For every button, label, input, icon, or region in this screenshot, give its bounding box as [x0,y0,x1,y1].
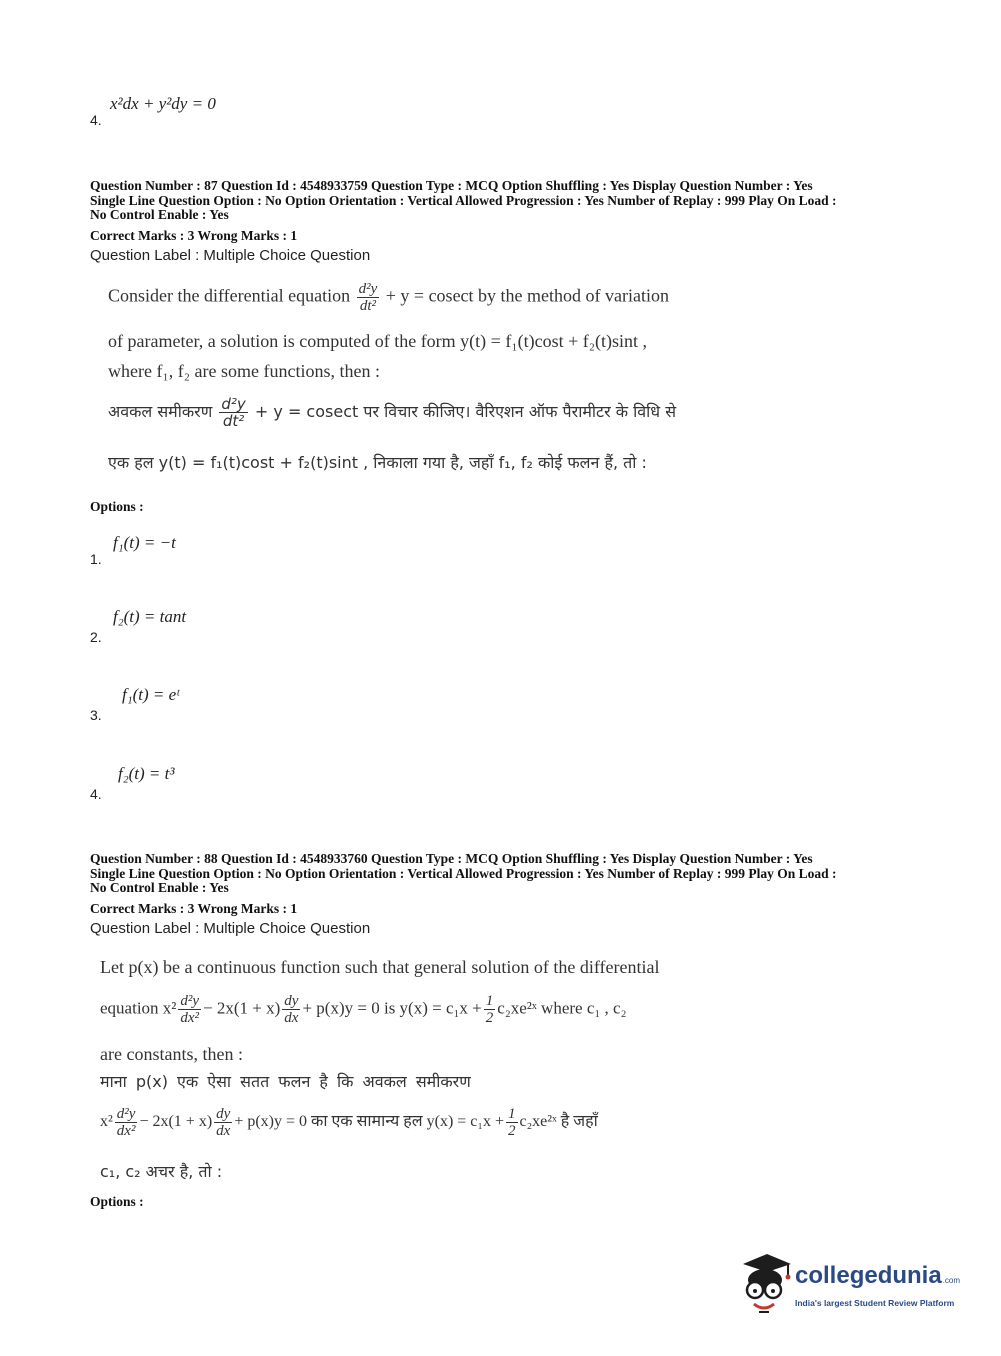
q87-fraction-hindi: $\frac{\text{d²y}}{\text{dt²}}$ [221,395,246,430]
q88-question-label: Question Label : Multiple Choice Question [90,920,371,937]
q88-question-hi-line3: c₁, c₂ अचर है, तो : [100,1162,223,1181]
q88-metadata: Question Number : 88 Question Id : 4548933760 Question Type : MCQ Option Shuffling : Yes Display Question Number : Yes Single Line Question Option : No Option Orientation : Vertical Allowed Progression : Yes Number of Replay : 999 Play On Load : No Control Enable : Yes [90,851,837,895]
q88-question-hi-line1: माना p(x) एक ऐसा सतत फलन है कि अवकल समीकरण [100,1072,471,1091]
q88-question-en-line3: are constants, then : [100,1044,243,1064]
q87-question-hi-line1: अवकल समीकरण $\frac{\text{d²y}}{\text{dt²}}$ + y = cosect पर विचार कीजिए। वैरिएशन ऑफ पैरामीटर के विधि से [108,395,677,430]
q87-option-4-expr: f₂(t) = t³ [118,764,175,783]
q88-question-en-line2: equation x² $\frac{\text{d²y}}{\text{dx²}}$ − 2x(1 + x) $\frac{dy}{dx}$ + p(x)y = 0 is y(x) = c₁x + $\frac{1}{2}$ c₂xe²ˣ where c₁ , c₂ [100,993,627,1026]
q87-question-en-line1: Consider the differential equation $\frac{\text{d²y}}{\text{dt²}}$ + y = cosect by the method of variation [108,281,669,314]
q88-fraction-dy-dx-hindi: $\frac{dy}{dx}$ [216,1106,231,1139]
q87-marks: Correct Marks : 3 Wrong Marks : 1 [90,228,298,243]
q87-option-2-number: 2. [90,629,102,645]
q87-question-hi-line2: एक हल y(t) = f₁(t)cost + f₂(t)sint , निकाला गया है, जहाँ f₁, f₂ कोई फलन हैं, तो : [108,453,647,472]
q88-question-hi-line2: x² $\frac{\text{d²y}}{\text{dx²}}$ − 2x(1 + x) $\frac{dy}{dx}$ + p(x)y = 0 का एक सामान्य हल y(x) = c₁x + $\frac{1}{2}$ c₂xe²ˣ है जहाँ [100,1106,598,1139]
prev-option-4-expr: x²dx + y²dy = 0 [110,94,216,113]
q88-question-en-line1: Let p(x) be a continuous function such that general solution of the differential [100,957,660,977]
q87-fraction: $\frac{\text{d²y}}{\text{dt²}}$ [358,281,378,314]
collegedunia-logo [737,1250,967,1320]
q88-marks: Correct Marks : 3 Wrong Marks : 1 [90,901,298,916]
q88-options-heading: Options : [90,1194,144,1209]
q87-option-2-expr: f₂(t) = tant [113,607,187,626]
q87-question-label: Question Label : Multiple Choice Question [90,247,371,264]
q87-question-en-line3: where f₁, f₂ are some functions, then : [108,361,380,381]
q87-option-1-expr: f₁(t) = −t [113,533,176,552]
q88-fraction-dy-dx: $\frac{dy}{dx}$ [284,993,299,1026]
q88-fraction-d2y-dx2: $\frac{\text{d²y}}{\text{dx²}}$ [180,993,200,1026]
logo-wordmark: collegedunia.com [795,1262,961,1289]
q87-option-3-number: 3. [90,707,102,723]
q88-fraction-d2y-dx2-hindi: $\frac{\text{d²y}}{\text{dx²}}$ [116,1106,136,1139]
q88-fraction-half: $\frac{1}{2}$ [485,993,494,1026]
q87-option-3-expr: f₁(t) = eᵗ [122,685,180,704]
q87-option-1-number: 1. [90,551,102,567]
q87-metadata: Question Number : 87 Question Id : 4548933759 Question Type : MCQ Option Shuffling : Yes Display Question Number : Yes Single Line Question Option : No Option Orientation : Vertical Allowed Progression : Yes Number of Replay : 999 Play On Load : No Control Enable : Yes [90,178,837,222]
q88-fraction-half-hindi: $\frac{1}{2}$ [508,1106,516,1139]
q87-options-heading: Options : [90,499,144,514]
mascot-icon [737,1250,795,1316]
q87-question-en-line2: of parameter, a solution is computed of the form y(t) = f₁(t)cost + f₂(t)sint , [108,331,647,351]
logo-tagline: India's largest Student Review Platform [795,1298,955,1308]
prev-option-4-number: 4. [90,112,102,128]
q87-option-4-number: 4. [90,786,102,802]
